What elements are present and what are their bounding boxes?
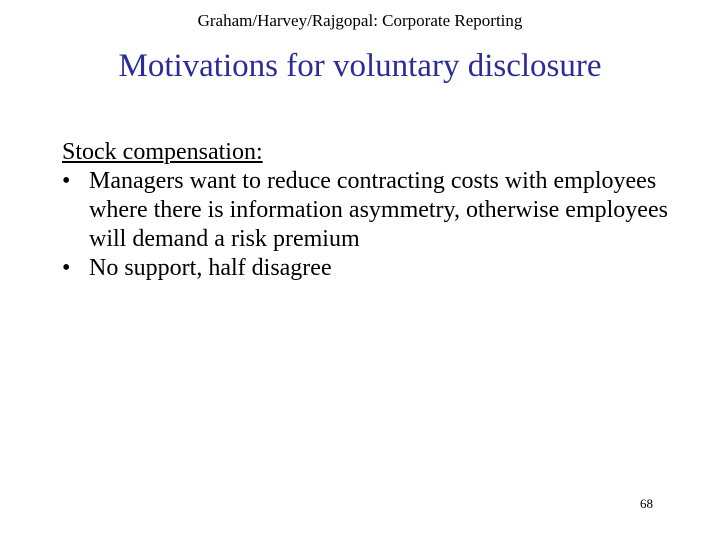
bullet-text: No support, half disagree — [89, 255, 332, 281]
bullet-icon: • — [62, 168, 71, 194]
slide-header: Graham/Harvey/Rajgopal: Corporate Reporting — [197, 11, 523, 30]
slide-title: Motivations for voluntary disclosure — [118, 48, 602, 84]
bullet-list — [62, 167, 702, 283]
page-number: 68 — [640, 496, 653, 511]
bullet-item — [62, 167, 702, 254]
slide-body — [62, 138, 702, 283]
bullet-icon: • — [62, 255, 71, 281]
section-subheading: Stock compensation: — [62, 139, 263, 165]
bullet-item — [62, 254, 702, 283]
bullet-text: Managers want to reduce contracting costs with employees where there is information asymmetry, otherwise employees will demand a risk premium — [89, 168, 668, 252]
